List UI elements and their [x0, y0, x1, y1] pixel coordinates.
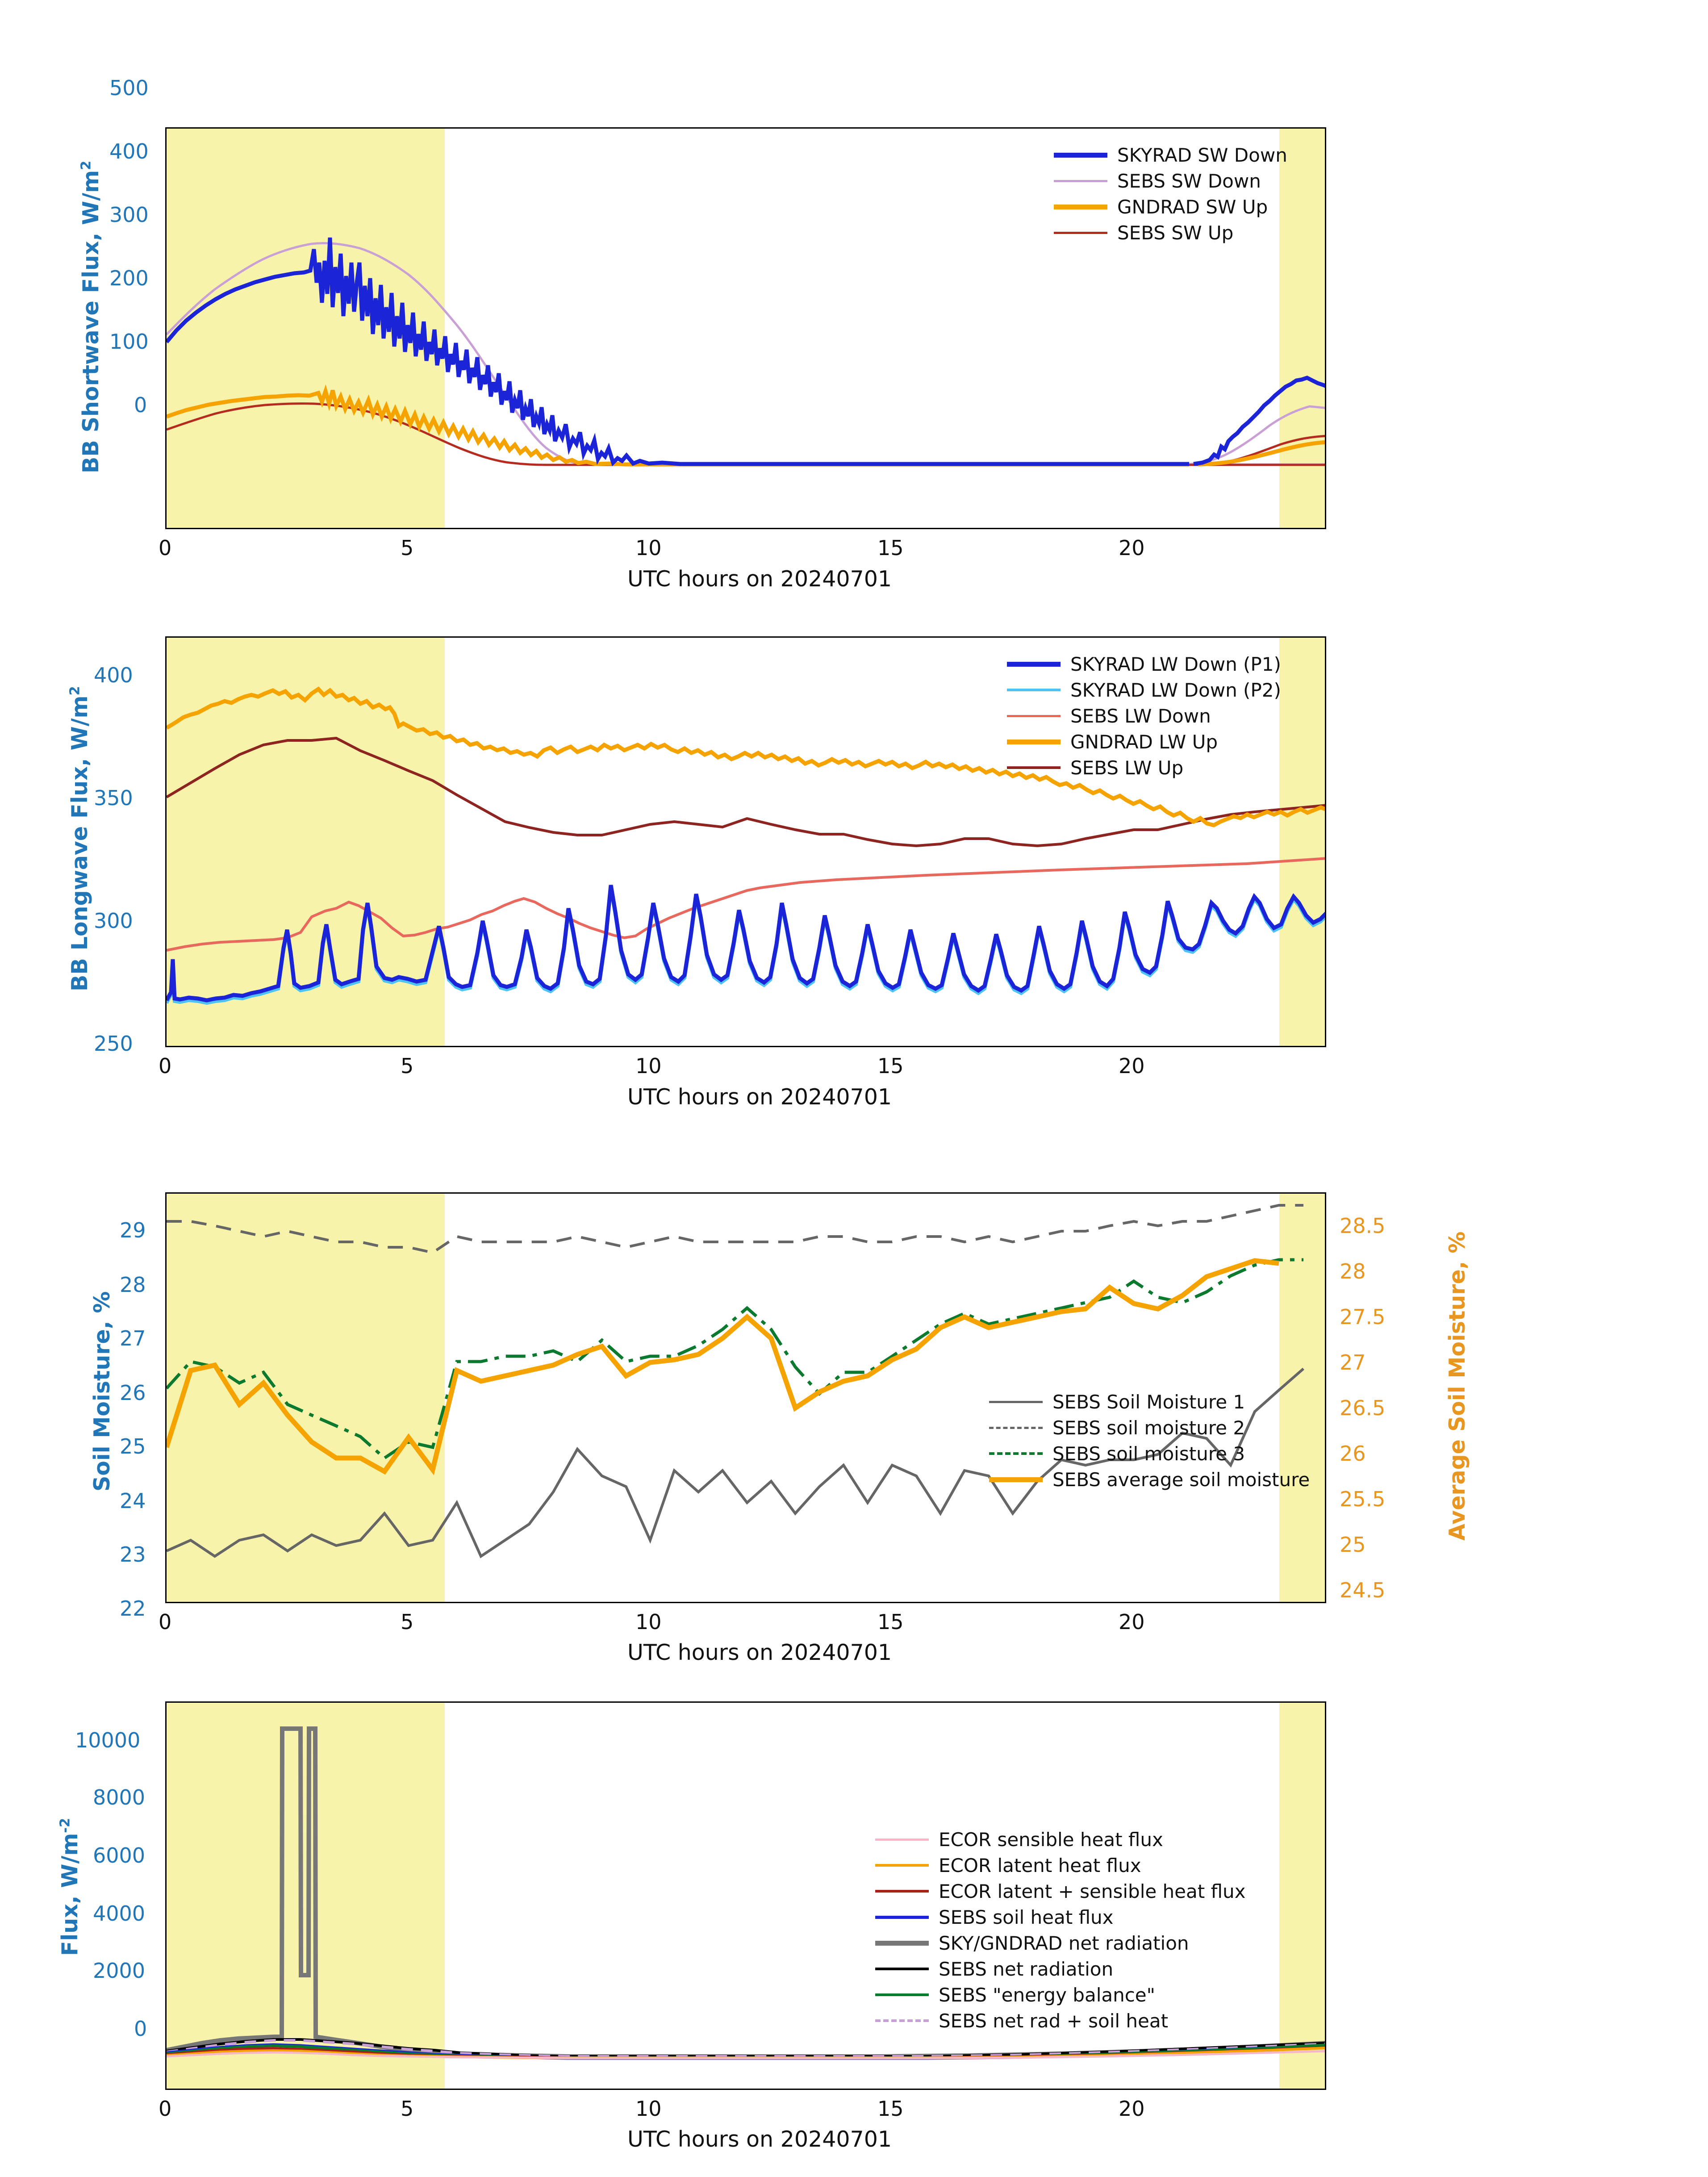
legend-item [875, 1982, 1246, 2008]
xtick-flux-15: 15 [877, 2097, 904, 2121]
legend-label: ECOR sensible heat flux [939, 1828, 1163, 1851]
xtick-shortwave-10: 10 [635, 536, 662, 560]
legend-label: SEBS SW Down [1117, 170, 1261, 192]
legend-longwave [1007, 651, 1281, 781]
ytick-right-soil-26-5: 26.5 [1340, 1396, 1386, 1420]
legend-swatch-ecor-latent-sensible [875, 1890, 929, 1893]
ytick-soil-23: 23 [120, 1542, 146, 1567]
xtick-shortwave-5: 5 [401, 536, 414, 560]
legend-item [1054, 142, 1287, 168]
panel-soil-moisture [0, 1152, 1708, 1665]
ylabel-flux-text: Flux, W/m [57, 1833, 83, 1956]
ytick-shortwave-200: 200 [109, 266, 149, 290]
legend-shortwave [1054, 142, 1287, 246]
legend-label: SEBS Soil Moisture 1 [1052, 1391, 1245, 1413]
ytick-flux-2000: 2000 [93, 1959, 146, 1983]
legend-item [875, 1878, 1246, 1904]
legend-label: SEBS soil moisture 3 [1052, 1442, 1245, 1465]
ytick-right-soil-27: 27 [1340, 1350, 1366, 1375]
xtick-flux-0: 0 [159, 2097, 172, 2121]
legend-swatch-soil-moisture-1 [989, 1401, 1043, 1403]
legend-label: SEBS soil moisture 2 [1052, 1417, 1245, 1439]
legend-label: GNDRAD LW Up [1070, 731, 1218, 753]
legend-label: SKYRAD LW Down (P1) [1070, 653, 1281, 675]
ytick-flux-10000: 10000 [75, 1728, 141, 1752]
line-skyrad-sw-down [167, 238, 1189, 464]
ytick-right-soil-25-5: 25.5 [1340, 1487, 1386, 1511]
legend-item [875, 1826, 1246, 1852]
legend-item [989, 1415, 1310, 1441]
ytick-shortwave-100: 100 [109, 330, 149, 354]
legend-item [1007, 651, 1281, 677]
legend-label: SKYRAD LW Down (P2) [1070, 679, 1281, 701]
xlabel-flux: UTC hours on 20240701 [627, 2127, 892, 2152]
ytick-right-soil-24-5: 24.5 [1340, 1578, 1386, 1602]
xtick-longwave-20: 20 [1119, 1054, 1145, 1078]
legend-item [1054, 194, 1287, 220]
ylabel-flux [57, 1818, 83, 1956]
xlabel-longwave: UTC hours on 20240701 [627, 1084, 892, 1110]
xtick-longwave-0: 0 [159, 1054, 172, 1078]
xtick-flux-10: 10 [635, 2097, 662, 2121]
legend-label: ECOR latent + sensible heat flux [939, 1880, 1246, 1902]
ytick-soil-28: 28 [120, 1273, 146, 1297]
legend-label: SEBS soil heat flux [939, 1906, 1114, 1928]
ytick-longwave-400: 400 [94, 663, 133, 687]
ytick-flux-0: 0 [134, 2017, 147, 2041]
ylabel-longwave-exponent: 2 [67, 686, 83, 696]
legend-item [875, 1930, 1246, 1956]
xtick-flux-20: 20 [1119, 2097, 1145, 2121]
legend-swatch-skyrad-lw-down-p1 [1007, 662, 1061, 667]
ytick-shortwave-500: 500 [109, 76, 149, 100]
ytick-soil-26: 26 [120, 1381, 146, 1405]
legend-swatch-sebs-sw-down [1054, 180, 1107, 182]
legend-label: SEBS SW Up [1117, 221, 1234, 244]
panel-longwave [0, 598, 1708, 1152]
legend-swatch-sebs-lw-down [1007, 715, 1061, 717]
ytick-shortwave-400: 400 [109, 139, 149, 163]
xtick-soil-5: 5 [401, 1610, 414, 1634]
ytick-soil-24: 24 [120, 1489, 146, 1513]
ytick-shortwave-0: 0 [134, 393, 147, 417]
ylabel-longwave [67, 686, 92, 991]
legend-swatch-gndrad-sw-up [1054, 205, 1107, 209]
xtick-longwave-10: 10 [635, 1054, 662, 1078]
xtick-shortwave-15: 15 [877, 536, 904, 560]
legend-swatch-skygndrad-net-rad [875, 1941, 929, 1946]
legend-flux [875, 1826, 1246, 2034]
legend-soil-moisture [989, 1389, 1310, 1492]
legend-swatch-sebs-net-rad-soil-heat [875, 2019, 929, 2022]
legend-item [875, 1956, 1246, 1982]
ytick-soil-29: 29 [120, 1218, 146, 1242]
ylabel-soil-moisture: Soil Moisture, % [89, 1291, 115, 1492]
legend-label: SKYRAD SW Down [1117, 144, 1287, 166]
legend-swatch-skyrad-lw-down-p2 [1007, 689, 1061, 691]
panel-flux [0, 1661, 1708, 2177]
legend-item [1054, 220, 1287, 246]
legend-label: SKY/GNDRAD net radiation [939, 1932, 1189, 1954]
legend-swatch-sebs-soil-heat [875, 1916, 929, 1919]
legend-swatch-skyrad-sw-down [1054, 153, 1107, 158]
ylabel-flux-exponent: -2 [57, 1818, 73, 1833]
ylabel-longwave-text: BB Longwave Flux, W/m [67, 695, 92, 991]
legend-swatch-gndrad-lw-up [1007, 740, 1061, 744]
legend-item [875, 1852, 1246, 1878]
legend-item [1007, 677, 1281, 703]
xtick-longwave-5: 5 [401, 1054, 414, 1078]
line-sebs-soil-moisture-2 [167, 1205, 1303, 1253]
legend-label: GNDRAD SW Up [1117, 196, 1268, 218]
panel-shortwave [0, 0, 1708, 598]
ylabel-shortwave-text: BB Shortwave Flux, W/m [78, 170, 104, 473]
legend-label: SEBS LW Down [1070, 705, 1211, 727]
ylabel-right-soil-moisture: Average Soil Moisture, % [1445, 1231, 1470, 1541]
xtick-soil-0: 0 [159, 1610, 172, 1634]
line-sebs-sw-up [167, 404, 1326, 465]
legend-swatch-ecor-latent [875, 1864, 929, 1867]
legend-item [875, 2008, 1246, 2034]
xtick-shortwave-0: 0 [159, 536, 172, 560]
ytick-right-soil-27-5: 27.5 [1340, 1305, 1386, 1329]
legend-item [875, 1904, 1246, 1930]
xtick-soil-15: 15 [877, 1610, 904, 1634]
line-skyrad-lw-down-p1 [167, 885, 1326, 1000]
legend-label: SEBS "energy balance" [939, 1984, 1155, 2006]
legend-item [1007, 729, 1281, 755]
xtick-longwave-15: 15 [877, 1054, 904, 1078]
ytick-right-soil-25: 25 [1340, 1533, 1366, 1557]
ytick-flux-6000: 6000 [93, 1843, 146, 1868]
legend-label: SEBS net rad + soil heat [939, 2010, 1169, 2032]
legend-swatch-sebs-energy-balance [875, 1993, 929, 1996]
legend-swatch-average-soil-moisture [989, 1477, 1043, 1482]
legend-label: ECOR latent heat flux [939, 1854, 1141, 1876]
ytick-right-soil-26: 26 [1340, 1442, 1366, 1466]
ytick-shortwave-300: 300 [109, 203, 149, 227]
ytick-soil-25: 25 [120, 1434, 146, 1458]
legend-label: SEBS average soil moisture [1052, 1468, 1310, 1491]
legend-item [989, 1441, 1310, 1467]
legend-item [1054, 168, 1287, 194]
xlabel-shortwave: UTC hours on 20240701 [627, 566, 892, 592]
ytick-right-soil-28: 28 [1340, 1259, 1366, 1283]
legend-item [989, 1467, 1310, 1492]
xtick-shortwave-20: 20 [1119, 536, 1145, 560]
xlabel-soil-moisture: UTC hours on 20240701 [627, 1640, 892, 1665]
ytick-longwave-350: 350 [94, 786, 133, 810]
xtick-soil-10: 10 [635, 1610, 662, 1634]
xtick-soil-20: 20 [1119, 1610, 1145, 1634]
ylabel-shortwave [78, 161, 104, 473]
legend-swatch-soil-moisture-3 [989, 1452, 1043, 1455]
ylabel-shortwave-exponent: 2 [78, 160, 94, 170]
legend-swatch-soil-moisture-2 [989, 1427, 1043, 1429]
legend-item [989, 1389, 1310, 1415]
legend-label: SEBS LW Up [1070, 756, 1184, 779]
legend-item [1007, 703, 1281, 729]
legend-swatch-sebs-net-rad [875, 1968, 929, 1970]
ytick-longwave-250: 250 [94, 1032, 133, 1056]
legend-swatch-sebs-sw-up [1054, 232, 1107, 234]
xtick-flux-5: 5 [401, 2097, 414, 2121]
ytick-soil-22: 22 [120, 1596, 146, 1621]
line-gndrad-sw-up [167, 390, 1189, 464]
ytick-right-soil-28-5: 28.5 [1340, 1214, 1386, 1238]
legend-swatch-ecor-sensible [875, 1839, 929, 1841]
ytick-flux-8000: 8000 [93, 1785, 146, 1809]
legend-swatch-sebs-lw-up [1007, 766, 1061, 769]
ytick-flux-4000: 4000 [93, 1901, 146, 1926]
ytick-soil-27: 27 [120, 1326, 146, 1350]
legend-item [1007, 755, 1281, 781]
ytick-longwave-300: 300 [94, 909, 133, 933]
legend-label: SEBS net radiation [939, 1958, 1114, 1980]
